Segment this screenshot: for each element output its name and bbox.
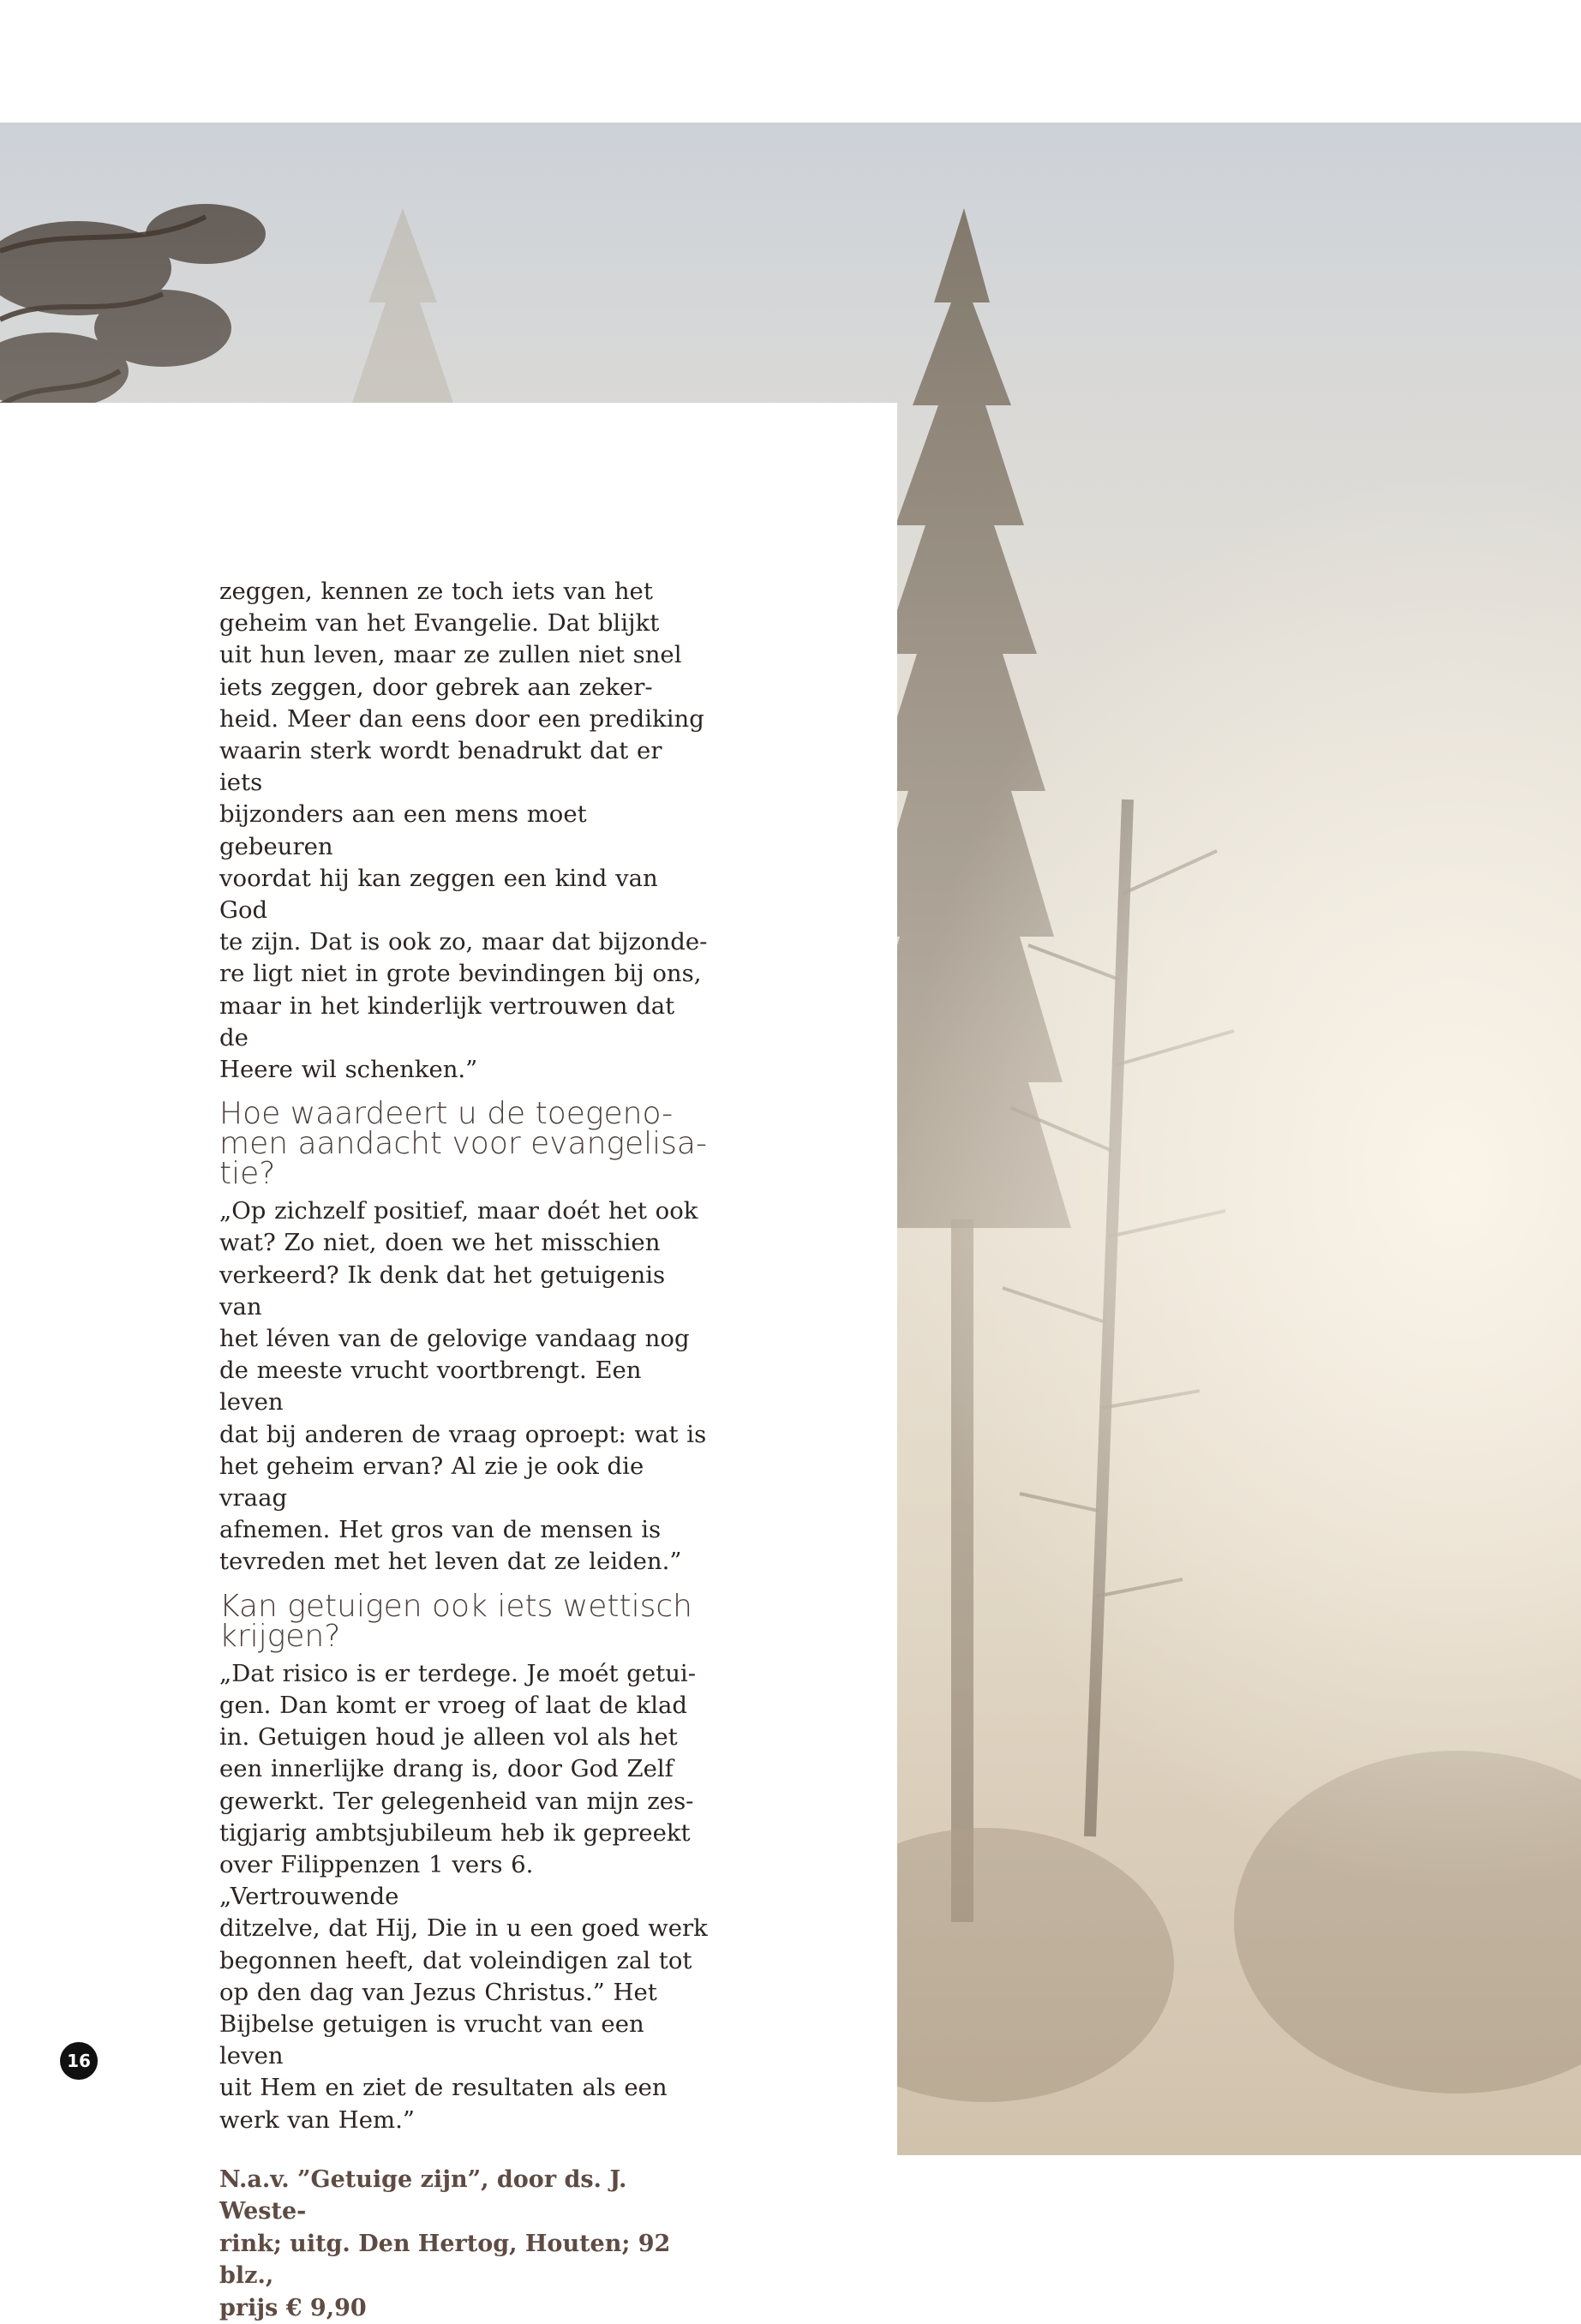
article-column (219, 576, 708, 2324)
interview-question: Hoe waardeert u de toegeno- men aandacht voor evangelisa- tie? (219, 1096, 707, 1192)
page-number-badge: 16 (60, 2042, 98, 2080)
interview-question: Kan getuigen ook iets wettisch krijgen? (219, 1588, 692, 1654)
interview-answer: „Op zichzelf positief, maar doét het ook wat? Zo niet, doen we het misschien verkeerd? Ik denk dat het getuigenis van het léven van de gelovige vandaag nog de meeste vrucht voortbrengt. Een leven dat bij anderen de vraag oproept: wat is het geheim ervan? Al zie je ook die vraag afnemen. Het gros van de mensen is tevreden met het leven dat ze leiden.” (219, 1197, 707, 1576)
interview-answer: „Dat risico is er terdege. Je moét getui- gen. Dan komt er vroeg of laat de klad in. Getuigen houd je alleen vol als het een innerlijke drang is, door God Zelf gewerkt. Ter gelegenheid van mijn zes- tigjarig ambtsjubileum heb ik gepreekt over Filippenzen 1 vers 6. „Vertrouwende ditzelve, dat Hij, Die in u een goed werk begonnen heeft, dat voleindigen zal tot op den dag van Jezus Christus.” Het Bijbelse getuigen is vrucht van een leven uit Hem en ziet de resultaten als een werk van Hem.” (219, 1659, 708, 2134)
book-credit: N.a.v. ”Getuige zijn”, door ds. J. Weste- rink; uitg. Den Hertog, Houten; 92 blz., prijs € 9,90 (219, 2165, 671, 2321)
article-paragraph: zeggen, kennen ze toch iets van het geheim van het Evangelie. Dat blijkt uit hun leven, maar ze zullen niet snel iets zeggen, door gebrek aan zeker- heid. Meer dan eens door een prediking waarin sterk wordt benadrukt dat er iets bijzonders aan een mens moet gebeuren voordat hij kan zeggen een kind van God te zijn. Dat is ook zo, maar dat bijzonde- re ligt niet in grote bevindingen bij ons, maar in het kinderlijk vertrouwen dat de Heere wil schenken.” (219, 578, 708, 1084)
